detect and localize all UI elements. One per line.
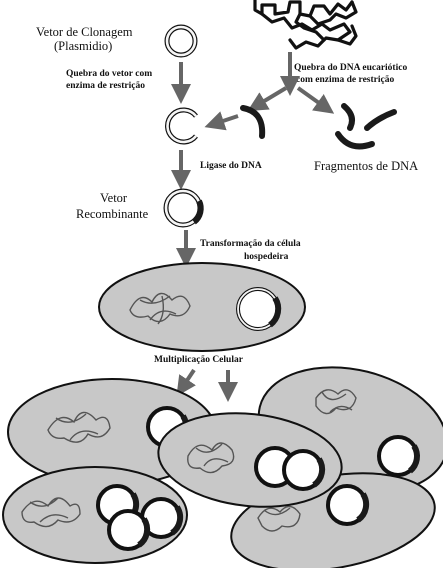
ligation-label: Ligase do DNA [200, 161, 262, 171]
daughter-cell-bottom-left [3, 467, 187, 563]
cloning-vector-plasmid [167, 27, 195, 55]
recombinant-vector [166, 191, 201, 225]
dna-cut-label-line2: com enzima de restrição [296, 75, 395, 85]
eukaryotic-dna-tangle [255, 0, 356, 48]
cut-vector [168, 110, 196, 142]
host-cell [99, 263, 305, 351]
dna-fragment-single [243, 108, 262, 136]
vector-cut-label-line2: enzima de restrição [66, 81, 145, 91]
vector-cut-label-line1: Quebra do vetor com [66, 69, 153, 79]
transformation-label-line1: Transformação da célula [200, 239, 301, 249]
arrow-multiplication-left [182, 370, 194, 388]
cloning-vector-label-line2: (Plasmidio) [54, 39, 113, 53]
dna-cut-label-line1: Quebra do DNA eucariótico [294, 63, 408, 73]
arrow-dna-to-fragments [298, 88, 326, 108]
transformation-label-line2: hospedeira [244, 252, 289, 262]
cloning-vector-label-line1: Vetor de Clonagem [36, 25, 133, 39]
arrow-fragment-to-cut-vector [214, 116, 238, 124]
recombinant-label-line2: Recombinante [76, 207, 149, 221]
fragments-label: Fragmentos de DNA [314, 159, 419, 173]
arrow-dna-to-fragment [256, 88, 286, 106]
recombinant-label-line1: Vetor [100, 191, 128, 205]
multiplication-label: Multiplicação Celular [154, 355, 243, 365]
dna-fragments-group [338, 106, 394, 146]
